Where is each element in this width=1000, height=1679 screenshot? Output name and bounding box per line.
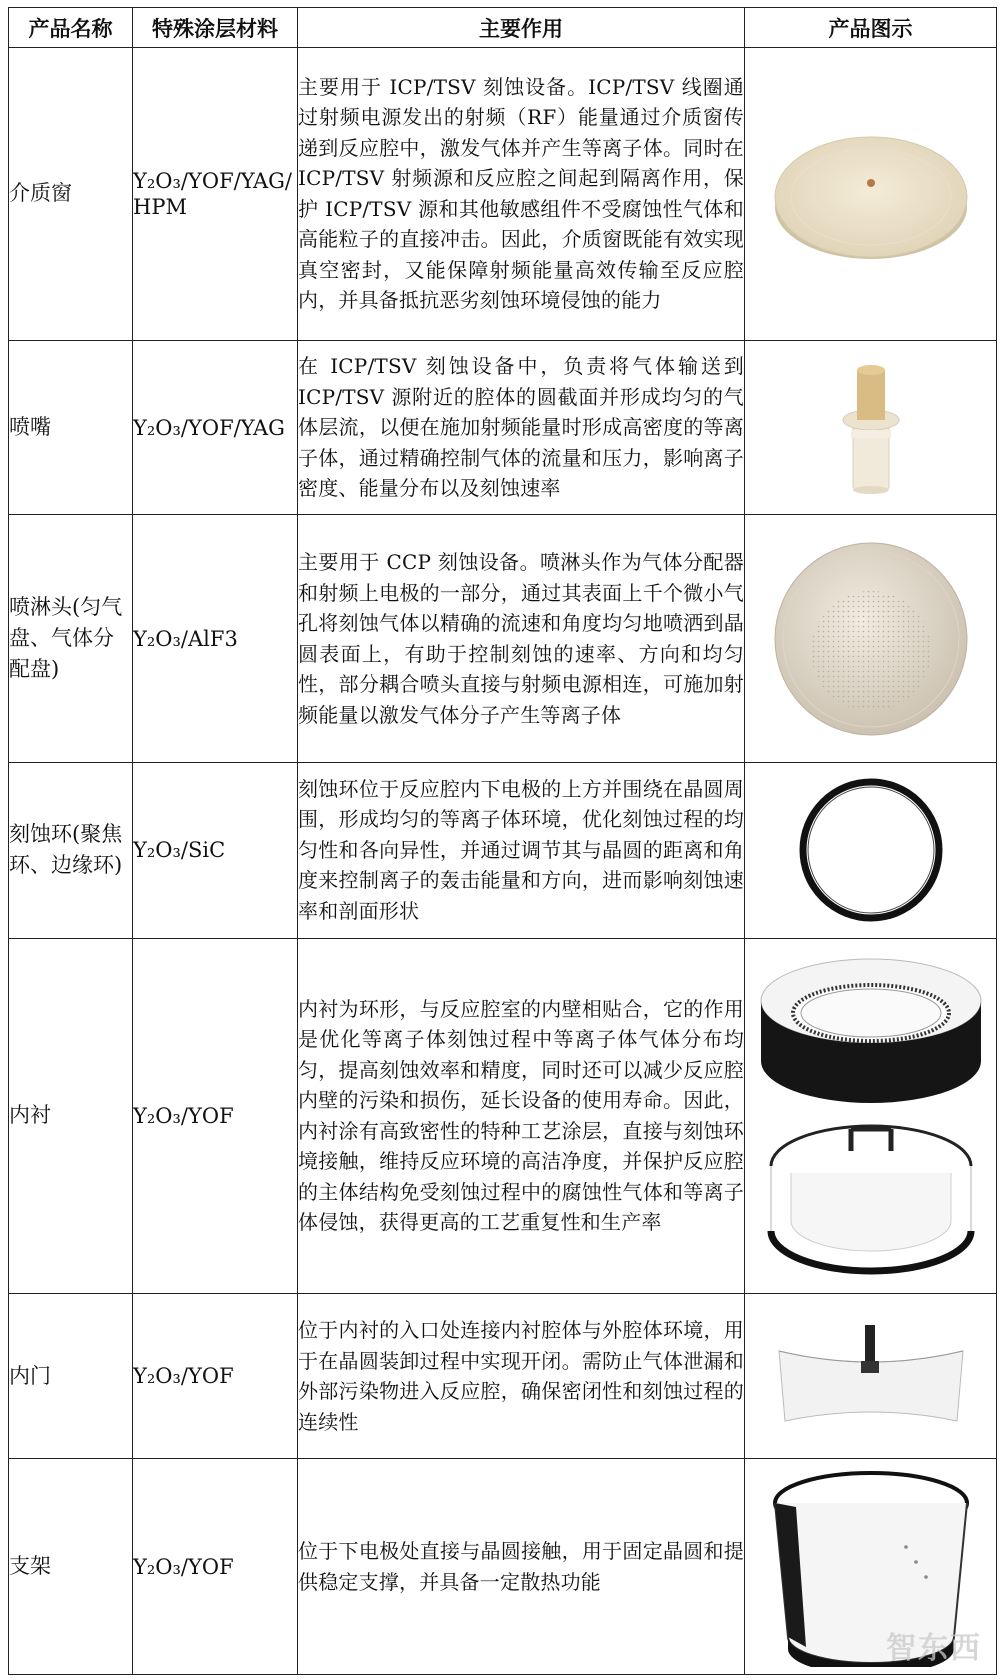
table-row	[9, 48, 997, 341]
header-coating-material: 特殊涂层材料	[133, 8, 298, 48]
etch-ring-image	[745, 762, 997, 938]
coating-material: Y₂O₃/YOF/YAG	[133, 340, 298, 515]
coating-material: Y₂O₃/YOF	[133, 1459, 298, 1675]
product-table	[8, 7, 997, 1675]
function-description: 内衬为环形，与反应腔室的内壁相贴合，它的作用是优化等离子体刻蚀过程中等离子体气体分布均匀，提高刻蚀效率和精度，同时还可以减少反应腔内壁的污染和损伤，延长设备的使用寿命。因此，内衬涂有高致密性的特种工艺涂层，直接与刻蚀环境接触，维持反应环境的高洁净度，并保护反应腔的主体结构免受刻蚀过程中的腐蚀性气体和等离子体侵蚀，获得更高的工艺重复性和生产率	[298, 938, 745, 1293]
product-name: 支架	[9, 1459, 133, 1675]
watermark-logo: 智东西	[886, 1631, 982, 1666]
product-name: 内衬	[9, 938, 133, 1293]
product-name: 介质窗	[9, 48, 133, 341]
product-name: 喷嘴	[9, 340, 133, 515]
coating-material: Y₂O₃/SiC	[133, 762, 298, 938]
nozzle-image	[745, 340, 997, 515]
function-description: 位于内衬的入口处连接内衬腔体与外腔体环境，用于在晶圆装卸过程中实现开闭。需防止气体泄漏和外部污染物进入反应腔，确保密闭性和刻蚀过程的连续性	[298, 1293, 745, 1458]
coating-material: Y₂O₃/YOF/YAG/HPM	[133, 48, 298, 341]
coating-material: Y₂O₃/YOF	[133, 938, 298, 1293]
header-product-name: 产品名称	[9, 8, 133, 48]
function-description: 刻蚀环位于反应腔内下电极的上方并围绕在晶圆周围，形成均匀的等离子体环境，优化刻蚀过程的均匀性和各向异性，并通过调节其与晶圆的距离和角度来控制离子的轰击能量和方向，进而影响刻蚀速率和剖面形状	[298, 762, 745, 938]
coating-material: Y₂O₃/AlF3	[133, 515, 298, 763]
table-row	[9, 340, 997, 515]
function-description: 位于下电极处直接与晶圆接触，用于固定晶圆和提供稳定支撑，并具备一定散热功能	[298, 1459, 745, 1675]
inner-door-image	[745, 1293, 997, 1458]
header-row	[9, 8, 997, 48]
table-row	[9, 515, 997, 763]
table-row	[9, 1459, 997, 1675]
coating-material: Y₂O₃/YOF	[133, 1293, 298, 1458]
header-product-image: 产品图示	[745, 8, 997, 48]
function-description: 在 ICP/TSV 刻蚀设备中，负责将气体输送到 ICP/TSV 源附近的腔体的圆截面并形成均匀的气体层流，以便在施加射频能量时形成高密度的等离子体，通过精确控制气体的流量和压力，影响离子密度、能量分布以及刻蚀速率	[298, 340, 745, 515]
table-row	[9, 762, 997, 938]
product-name: 喷淋头(匀气盘、气体分配盘)	[9, 515, 133, 763]
dielectric-window-image	[745, 48, 997, 341]
table-row	[9, 1293, 997, 1458]
showerhead-image	[745, 515, 997, 763]
product-name: 内门	[9, 1293, 133, 1458]
liner-image	[745, 938, 997, 1293]
product-name: 刻蚀环(聚焦环、边缘环)	[9, 762, 133, 938]
header-main-function: 主要作用	[298, 8, 745, 48]
table-row	[9, 938, 997, 1293]
function-description: 主要用于 ICP/TSV 刻蚀设备。ICP/TSV 线圈通过射频电源发出的射频（RF）能量通过介质窗传递到反应腔中，激发气体并产生等离子体。同时在 ICP/TSV 射频源和反应腔之间起到隔离作用，保护 ICP/TSV 源和其他敏感组件不受腐蚀性气体和高能粒子的直接冲击。因此，介质窗既能有效实现真空密封，又能保障射频能量高效传输至反应腔内，并具备抵抗恶劣刻蚀环境侵蚀的能力	[298, 48, 745, 341]
function-description: 主要用于 CCP 刻蚀设备。喷淋头作为气体分配器和射频上电极的一部分，通过其表面上千个微小气孔将刻蚀气体以精确的流速和角度均匀地喷洒到晶圆表面上，有助于控制刻蚀的速率、方向和均匀性，部分耦合喷头直接与射频电源相连，可施加射频能量以激发气体分子产生等离子体	[298, 515, 745, 763]
